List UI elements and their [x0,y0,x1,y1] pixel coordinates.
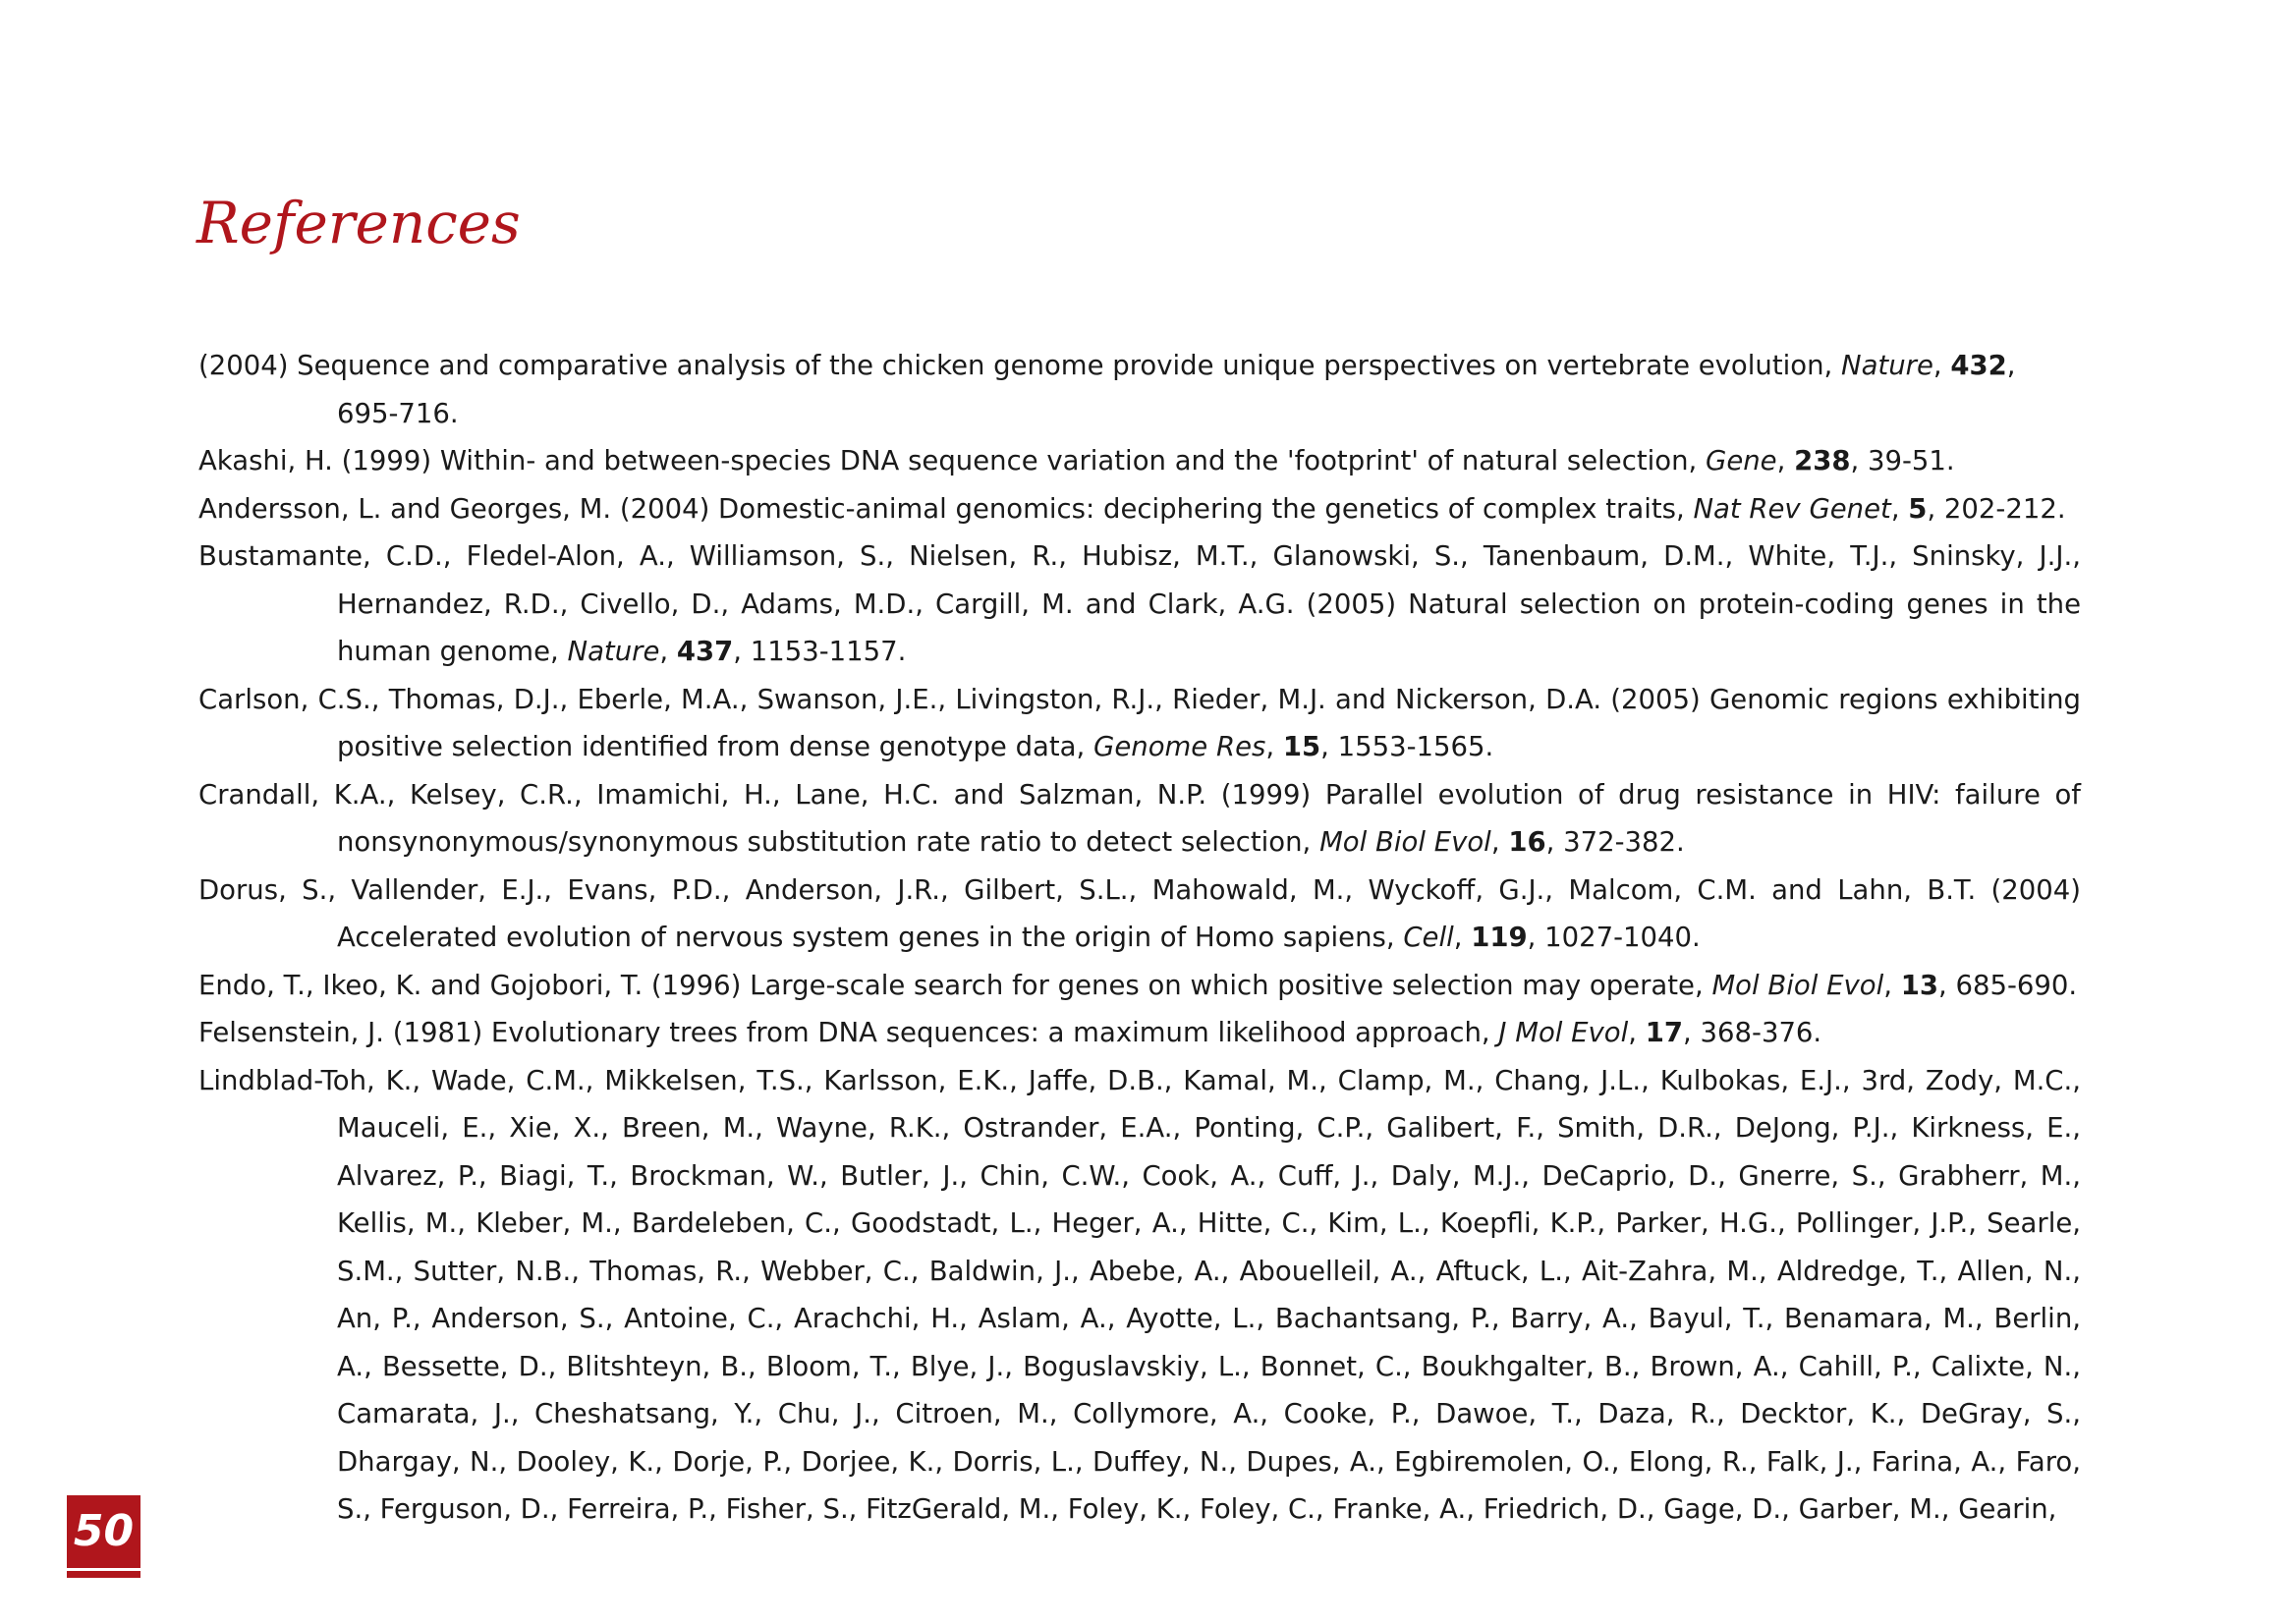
reference-pages: 39-51. [1867,445,1955,476]
reference-entry: Endo, T., Ikeo, K. and Gojobori, T. (1996) Large-scale search for genes on which positive selection may operate, Mol Biol Evol, 13, 685-690. [198,969,2078,1001]
page-title: References [196,190,521,256]
reference-pages: 1027-1040. [1544,922,1701,953]
reference-journal: Mol Biol Evol [1711,969,1884,1001]
reference-pages: 695-716. [337,397,459,429]
reference-pages: 1153-1157. [750,636,907,667]
reference-journal: J Mol Evol [1498,1017,1629,1048]
reference-pages: 368-376. [1700,1017,1822,1048]
reference-journal: Gene [1706,445,1777,476]
reference-text: Endo, T., Ikeo, K. and Gojobori, T. (1996) Large-scale search for genes on which positive selection may operate, [198,969,1704,1001]
reference-entry: (2004) Sequence and comparative analysis of the chicken genome provide unique perspectives on vertebrate evolution, Nature, 432, 695-716. [198,350,2016,429]
reference-volume: 5 [1908,492,1928,525]
reference-text: Lindblad-Toh, K., Wade, C.M., Mikkelsen, T.S., Karlsson, E.K., Jaffe, D.B., Kamal, M., Clamp, M., Chang, J.L., Kulbokas, E.J., 3rd, Zody, M.C., Mauceli, E., Xie, X., Breen, M., Wayne, R.K., Ostrander, E.A., Ponting, C.P., Galibert, F., Smith, D.R., DeJong, P.J., Kirkness, E., Alvarez, P., Biagi, T., Brockman, W., Butler, J., Chin, C.W., Cook, A., Cuff, J., Daly, M.J., DeCaprio, D., Gnerre, S., Grabherr, M., Kellis, M., Kleber, M., Bardeleben, C., Goodstadt, L., Heger, A., Hitte, C., Kim, L., Koepfli, K.P., Parker, H.G., Pollinger, J.P., Searle, S.M., Sutter, N.B., Thomas, R., Webber, C., Baldwin, J., Abebe, A., Abouelleil, A., Aftuck, L., Ait-Zahra, M., Aldredge, T., Allen, N., An, P., Anderson, S., Antoine, C., Arachchi, H., Aslam, A., Ayotte, L., Bachantsang, P., Barry, A., Bayul, T., Benamara, M., Berlin, A., Bessette, D., Blitshteyn, B., Bloom, T., Blye, J., Boguslavskiy, L., Bonnet, C., Boukhgalter, B., Brown, A., Cahill, P., Calixte, N., Camarata, J., Cheshatsang, Y., Chu, J., Citroen, M., Collymore, A., Cooke, P., Dawoe, T., Daza, R., Decktor, K., DeGray, S., Dhargay, N., Dooley, K., Dorje, P., Dorjee, K., Dorris, L., Duffey, N., Dupes, A., Egbiremolen, O., Elong, R., Falk, J., Farina, A., Faro, S., Ferguson, D., Ferreira, P., Fisher, S., FitzGerald, M., Foley, K., Foley, C., Franke, A., Friedrich, D., Gage, D., Garber, M., Gearin, [198,1064,2081,1525]
reference-text: Andersson, L. and Georges, M. (2004) Domestic-animal genomics: deciphering the genetics of complex traits, [198,492,1685,525]
page-number-badge: 50 [67,1495,140,1578]
reference-journal: Nat Rev Genet [1693,492,1891,525]
reference-pages: 372-382. [1563,826,1685,858]
reference-volume: 17 [1645,1017,1684,1048]
reference-text: Felsenstein, J. (1981) Evolutionary trees from DNA sequences: a maximum likelihood approach, [198,1017,1490,1048]
reference-text: Bustamante, C.D., Fledel-Alon, A., Williamson, S., Nielsen, R., Hubisz, M.T., Glanowski, S., Tanenbaum, D.M., White, T.J., Sninsky, J.J., Hernandez, R.D., Civello, D., Adams, M.D., Cargill, M. and Clark, A.G. (2005) Natural selection on protein-coding genes in the human genome, [198,540,2081,667]
reference-pages: 202-212. [1943,492,2066,525]
reference-journal: Cell [1403,922,1454,953]
reference-entry: Akashi, H. (1999) Within- and between-species DNA sequence variation and the 'footprint' of natural selection, Gene, 238, 39-51. [198,445,1955,476]
reference-journal: Mol Biol Evol [1319,826,1491,858]
reference-pages: 685-690. [1955,969,2078,1001]
reference-text: Akashi, H. (1999) Within- and between-species DNA sequence variation and the 'footprint' of natural selection, [198,445,1698,476]
reference-text: Carlson, C.S., Thomas, D.J., Eberle, M.A., Swanson, J.E., Livingston, R.J., Rieder, M.J. and Nickerson, D.A. (2005) Genomic regions exhibiting positive selection identified from dense genotype data, [198,683,2081,762]
reference-text: Dorus, S., Vallender, E.J., Evans, P.D., Anderson, J.R., Gilbert, S.L., Mahowald, M., Wyckoff, G.J., Malcom, C.M. and Lahn, B.T. (2004) Accelerated evolution of nervous system genes in the origin of Homo sapiens, [198,873,2081,953]
reference-entry: Felsenstein, J. (1981) Evolutionary trees from DNA sequences: a maximum likelihood approach, J Mol Evol, 17, 368-376. [198,1017,1822,1048]
reference-entry: Andersson, L. and Georges, M. (2004) Domestic-animal genomics: deciphering the genetics of complex traits, Nat Rev Genet, 5, 202-212. [198,492,2066,525]
reference-pages: 1553-1565. [1337,731,1494,762]
reference-list [198,342,2081,1534]
reference-text: (2004) Sequence and comparative analysis of the chicken genome provide unique perspectives on vertebrate evolution, [198,350,1833,381]
reference-volume: 119 [1471,922,1528,953]
reference-volume: 16 [1508,826,1546,858]
reference-volume: 13 [1900,969,1938,1001]
reference-entry [198,1057,2081,1534]
reference-entry: Dorus, S., Vallender, E.J., Evans, P.D., Anderson, J.R., Gilbert, S.L., Mahowald, M., Wyckoff, G.J., Malcom, C.M. and Lahn, B.T. (2004) Accelerated evolution of nervous system genes in the origin of Homo sapiens, Cell, 119, 1027-1040. [198,873,2081,953]
reference-journal: Nature [567,636,660,667]
reference-volume: 437 [676,636,734,667]
reference-volume: 15 [1282,731,1321,762]
reference-entry: Carlson, C.S., Thomas, D.J., Eberle, M.A., Swanson, J.E., Livingston, R.J., Rieder, M.J. and Nickerson, D.A. (2005) Genomic regions exhibiting positive selection identified from dense genotype data, Genome Res, 15, 1553-1565. [198,683,2081,762]
reference-journal: Genome Res [1093,731,1266,762]
reference-volume: 432 [1950,350,2007,381]
reference-journal: Nature [1841,350,1933,381]
reference-entry: Crandall, K.A., Kelsey, C.R., Imamichi, H., Lane, H.C. and Salzman, N.P. (1999) Parallel evolution of drug resistance in HIV: failure of nonsynonymous/synonymous substitution rate ratio to detect selection, Mol Biol Evol, 16, 372-382. [198,778,2081,858]
reference-volume: 238 [1794,445,1851,476]
reference-entry: Bustamante, C.D., Fledel-Alon, A., Williamson, S., Nielsen, R., Hubisz, M.T., Glanowski, S., Tanenbaum, D.M., White, T.J., Sninsky, J.J., Hernandez, R.D., Civello, D., Adams, M.D., Cargill, M. and Clark, A.G. (2005) Natural selection on protein-coding genes in the human genome, Nature, 437, 1153-1157. [198,540,2081,667]
reference-text: Crandall, K.A., Kelsey, C.R., Imamichi, H., Lane, H.C. and Salzman, N.P. (1999) Parallel evolution of drug resistance in HIV: failure of nonsynonymous/synonymous substitution rate ratio to detect selection, [198,778,2081,858]
